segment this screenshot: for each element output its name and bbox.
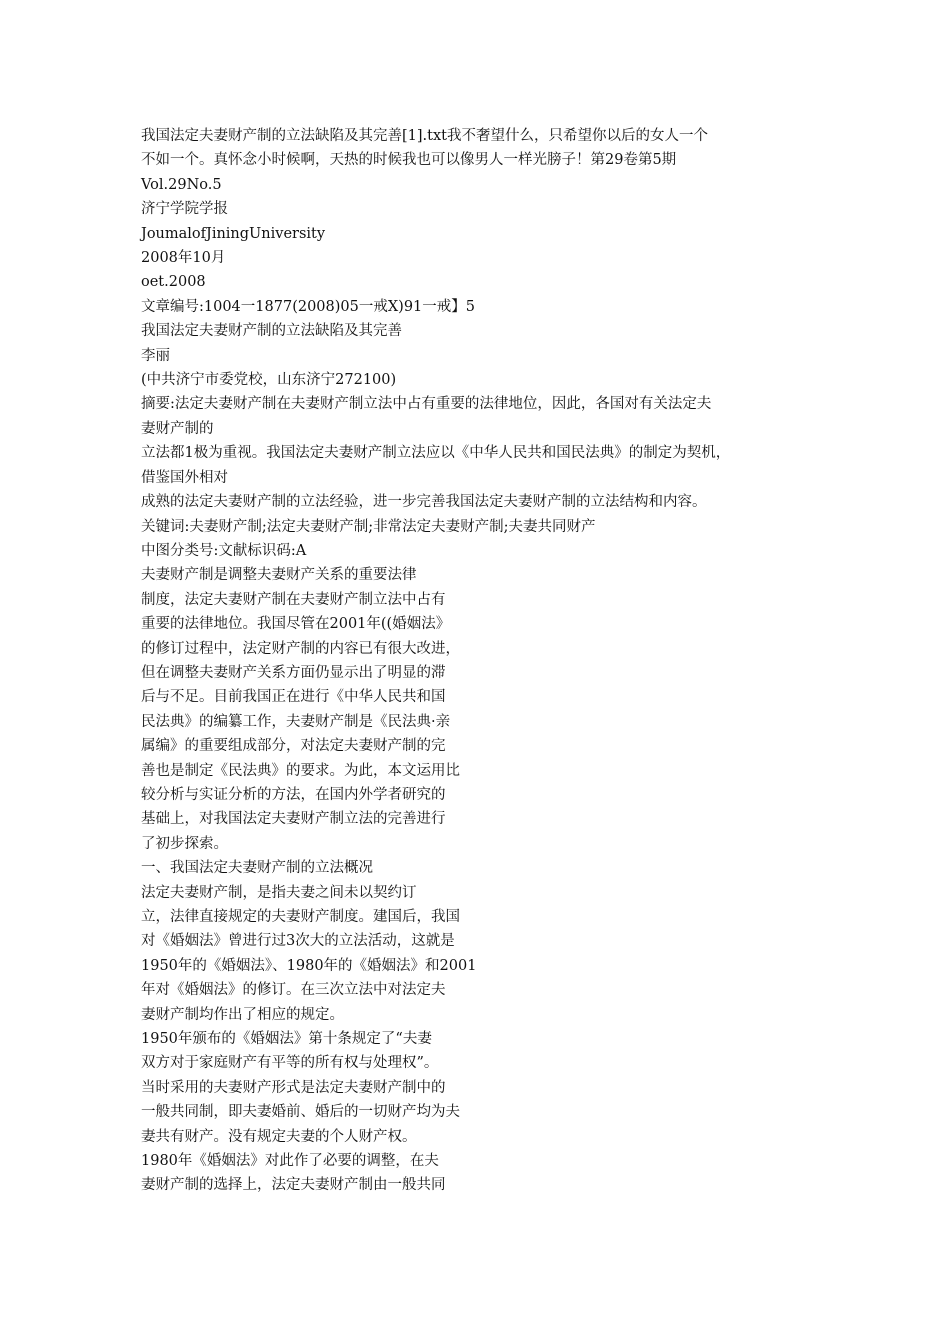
abstract-line: 妻财产制的 <box>141 420 214 437</box>
text-line: 不如一个。真怀念小时候啊，天热的时候我也可以像男人一样光膀子！第29卷第5期 <box>141 152 677 169</box>
abstract-line: 借鉴国外相对 <box>141 469 228 486</box>
body-line: 了初步探索。 <box>141 835 228 852</box>
body-line: 的修订过程中，法定财产制的内容已有很大改进， <box>141 640 460 657</box>
body-line: 1950年的《婚姻法》、1980年的《婚姻法》和2001 <box>141 957 477 974</box>
body-line: 年对《婚姻法》的修订。在三次立法中对法定夫 <box>141 982 446 999</box>
issue-date-en: oet.2008 <box>141 274 206 291</box>
body-line: 民法典》的编纂工作，夫妻财产制是《民法典·亲 <box>141 713 451 730</box>
article-title: 我国法定夫妻财产制的立法缺陷及其完善 <box>141 323 402 340</box>
text-line: 我国法定夫妻财产制的立法缺陷及其完善[1].txt我不奢望什么，只希望你以后的女人一个 <box>141 128 708 144</box>
body-line: 法定夫妻财产制，是指夫妻之间未以契约订 <box>141 884 417 901</box>
author-affiliation: (中共济宁市委党校，山东济宁272100) <box>141 372 397 389</box>
body-line: 妻共有财产。没有规定夫妻的个人财产权。 <box>141 1128 417 1145</box>
body-line: 善也是制定《民法典》的要求。为此，本文运用比 <box>141 762 460 779</box>
author-name: 李丽 <box>141 347 170 364</box>
body-line: 但在调整夫妻财产关系方面仍显示出了明显的滞 <box>141 664 446 681</box>
body-line: 基础上，对我国法定夫妻财产制立法的完善进行 <box>141 811 446 828</box>
article-number: 文章编号:1004一1877(2008)05一戒X)91一戒】5 <box>141 298 476 315</box>
body-line: 重要的法律地位。我国尽管在2001年((婚姻法》 <box>141 616 451 633</box>
keywords-line: 关键词:夫妻财产制;法定夫妻财产制;非常法定夫妻财产制;夫妻共同财产 <box>141 518 596 535</box>
classification-line: 中图分类号:文献标识码:A <box>141 542 307 559</box>
body-line: 妻财产制均作出了相应的规定。 <box>141 1006 344 1023</box>
body-line: 双方对于家庭财产有平等的所有权与处理权”。 <box>141 1055 439 1072</box>
body-line: 后与不足。目前我国正在进行《中华人民共和国 <box>141 689 446 706</box>
abstract-line: 立法都1极为重视。我国法定夫妻财产制立法应以《中华人民共和国民法典》的制定为契机， <box>141 445 731 462</box>
body-line: 当时采用的夫妻财产形式是法定夫妻财产制中的 <box>141 1079 446 1096</box>
body-line: 夫妻财产制是调整夫妻财产关系的重要法律 <box>141 567 417 584</box>
body-line: 一般共同制，即夫妻婚前、婚后的一切财产均为夫 <box>141 1104 460 1121</box>
body-line: 立，法律直接规定的夫妻财产制度。建国后，我国 <box>141 909 460 925</box>
body-line: 对《婚姻法》曾进行过3次大的立法活动，这就是 <box>141 933 455 950</box>
abstract-line: 成熟的法定夫妻财产制的立法经验，进一步完善我国法定夫妻财产制的立法结构和内容。 <box>141 494 707 511</box>
body-line: 属编》的重要组成部分，对法定夫妻财产制的完 <box>141 738 446 755</box>
body-line: 制度，法定夫妻财产制在夫妻财产制立法中占有 <box>141 591 446 608</box>
body-line: 较分析与实证分析的方法，在国内外学者研究的 <box>141 786 446 803</box>
body-line: 妻财产制的选择上，法定夫妻财产制由一般共同 <box>141 1177 446 1194</box>
issue-date: 2008年10月 <box>141 250 226 267</box>
journal-name: 济宁学院学报 <box>141 201 228 218</box>
body-line: 1980年《婚姻法》对此作了必要的调整，在夫 <box>141 1153 439 1170</box>
document-page <box>141 124 821 1198</box>
body-line: 1950年颁布的《婚姻法》第十条规定了“夫妻 <box>141 1031 432 1048</box>
abstract-line: 摘要:法定夫妻财产制在夫妻财产制立法中占有重要的法律地位，因此，各国对有关法定夫 <box>141 396 712 413</box>
section-heading: 一、我国法定夫妻财产制的立法概况 <box>141 860 373 877</box>
journal-name-en: JoumalofJiningUniversity <box>141 225 326 242</box>
volume-line: Vol.29No.5 <box>141 176 222 193</box>
